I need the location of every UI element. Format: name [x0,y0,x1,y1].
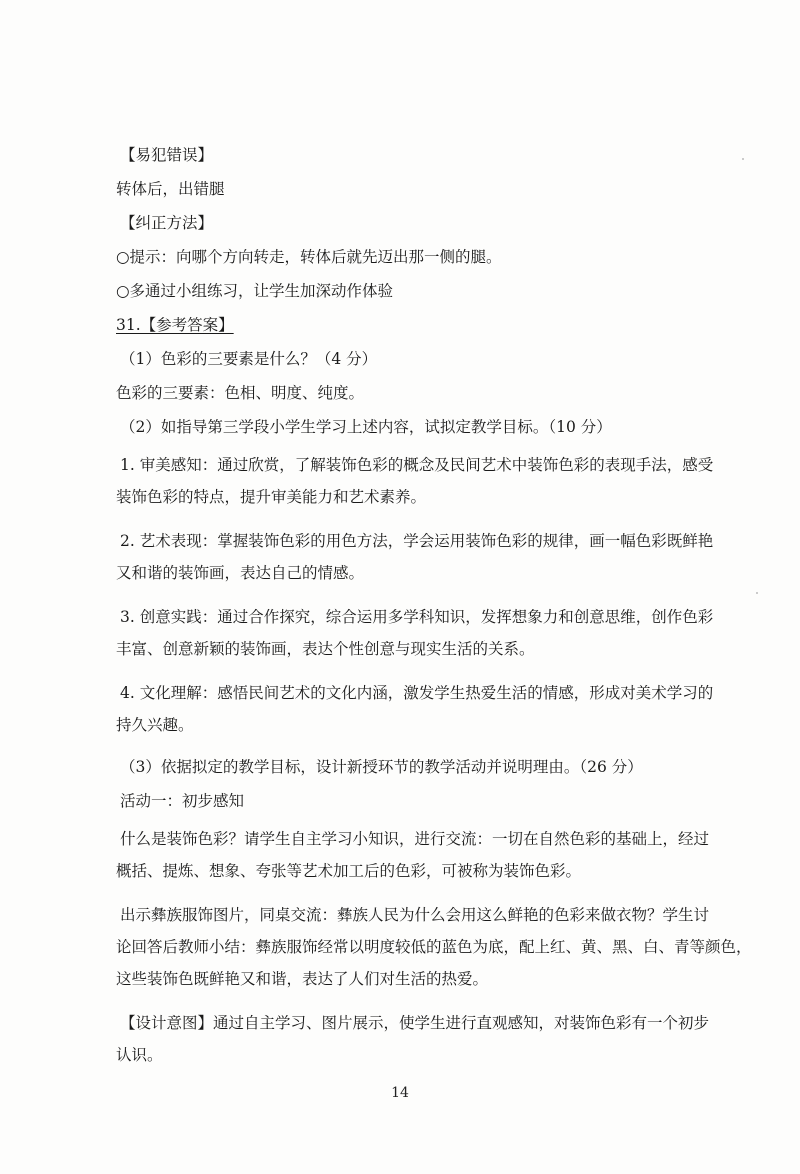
teaching-goal-4-line-1: 4. 文化理解：感悟民间艺术的文化内涵，激发学生热爱生活的情感，形成对美术学习的 [120,684,714,702]
correction-tip-1: ○提示：向哪个方向转走，转体后就先迈出那一侧的腿。 [116,248,502,266]
activity-title: 活动一：初步感知 [120,792,245,810]
activity-paragraph-2-line-1: 出示彝族服饰图片，同桌交流：彝族人民为什么会用这么鲜艳的色彩来做衣物？学生讨 [120,906,710,924]
teaching-goal-4 [116,676,716,742]
question-2: （2）如指导第三学段小学生学习上述内容，试拟定教学目标。（10 分） [120,418,612,436]
activity-paragraph-1 [116,822,716,888]
mistake-text: 转体后，出错腿 [116,180,225,198]
document-body [116,138,752,1072]
teaching-goal-1-line-2: 装饰色彩的特点，提升审美能力和艺术素养。 [116,488,427,506]
design-intent [116,1006,716,1072]
teaching-goal-3-line-1: 3. 创意实践：通过合作探究，综合运用多学科知识，发挥想象力和创意思维，创作色彩 [120,608,714,626]
activity-paragraph-2 [116,898,752,996]
design-intent-line-2: 认识。 [116,1046,163,1064]
question-1: （1）色彩的三要素是什么？（4 分） [120,350,378,368]
correction-tip-2: ○多通过小组练习，让学生加深动作体验 [116,282,394,300]
heading-common-mistakes: 【易犯错误】 [120,146,214,164]
teaching-goal-3-line-2: 丰富、创意新颖的装饰画，表达个性创意与现实生活的关系。 [116,640,535,658]
question-3: （3）依据拟定的教学目标，设计新授环节的教学活动并说明理由。（26 分） [120,758,643,776]
scan-speck [756,592,758,594]
teaching-goal-3 [116,600,716,666]
answer-heading: 31.【参考答案】 [116,316,234,334]
answer-heading-line [116,308,716,342]
teaching-goal-4-line-2: 持久兴趣。 [116,716,194,734]
teaching-goal-2 [116,524,716,590]
activity-paragraph-1-line-2: 概括、提炼、想象、夸张等艺术加工后的色彩，可被称为装饰色彩。 [116,862,582,880]
activity-paragraph-2-line-3: 这些装饰色既鲜艳又和谐，表达了人们对生活的热爱。 [116,970,489,988]
design-intent-line-1: 【设计意图】通过自主学习、图片展示，使学生进行直观感知，对装饰色彩有一个初步 [120,1014,710,1032]
activity-paragraph-2-line-2: 论回答后教师小结：彝族服饰经常以明度较低的蓝色为底，配上红、黄、黑、白、青等颜色， [116,938,752,956]
teaching-goal-1-line-1: 1. 审美感知：通过欣赏，了解装饰色彩的概念及民间艺术中装饰色彩的表现手法，感受 [120,456,714,474]
teaching-goal-2-line-2: 又和谐的装饰画，表达自己的情感。 [116,564,365,582]
teaching-goal-2-line-1: 2. 艺术表现：掌握装饰色彩的用色方法，学会运用装饰色彩的规律，画一幅色彩既鲜艳 [120,532,714,550]
answer-1: 色彩的三要素：色相、明度、纯度。 [116,384,365,402]
activity-paragraph-1-line-1: 什么是装饰色彩？请学生自主学习小知识，进行交流：一切在自然色彩的基础上，经过 [120,830,710,848]
heading-correction-method: 【纠正方法】 [120,214,214,232]
teaching-goal-1 [116,448,716,514]
page-number: 14 [391,1085,409,1101]
scan-speck [742,158,744,160]
